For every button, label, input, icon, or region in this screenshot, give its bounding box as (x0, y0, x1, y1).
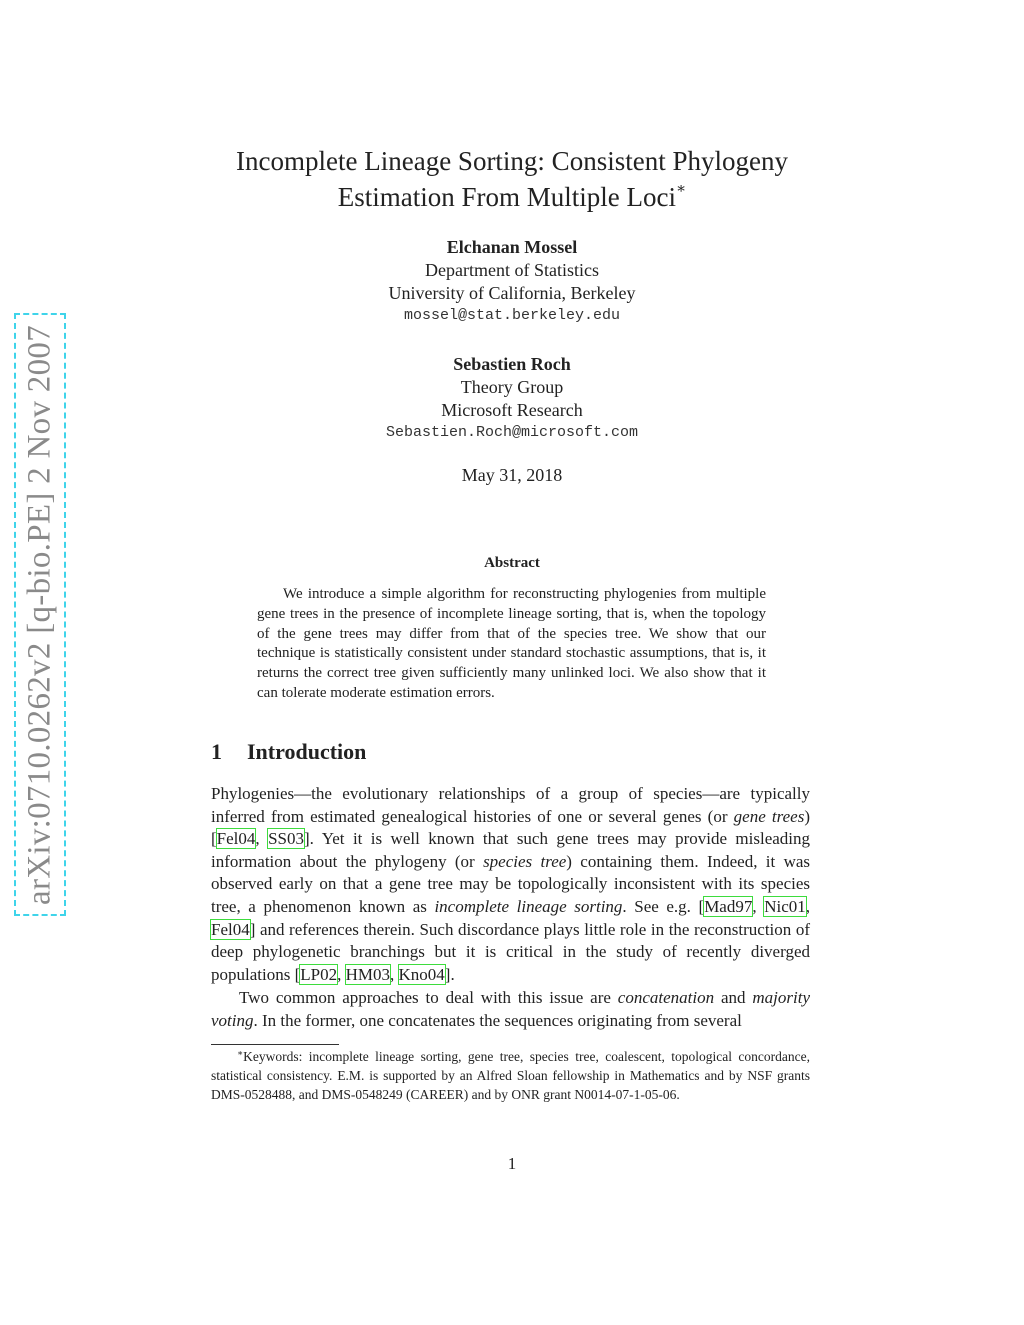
intro-paragraph-1 (211, 783, 810, 986)
author-name: Elchanan Mossel (446, 237, 578, 257)
text-run: , (752, 896, 765, 916)
paper-title (150, 143, 874, 215)
section-title: Introduction (247, 739, 367, 764)
abstract-heading: Abstract (484, 555, 540, 571)
citation-link[interactable]: Fel04 (211, 919, 250, 939)
abstract-text: We introduce a simple algorithm for reconstructing phylogenies from multiple gene trees in the presence of incomplete lineage sorting, that is, when the topology of the gene trees may differ from that of the species tree. We show that our technique is statistically consistent under standard stochastic assumptions, that is, it returns the correct tree given sufficiently many unlinked loci. We also show that it can tolerate moderate estimation errors. (257, 586, 766, 701)
text-run: ]. Yet it is well known that such gene trees may provide misleading information about the phylogeny (or (211, 829, 811, 871)
citation-link[interactable]: Kno04 (398, 964, 445, 984)
text-run: and (714, 988, 753, 1007)
arxiv-stamp-text: arXiv:0710.0262v2 [q-bio.PE] 2 Nov 2007 (21, 324, 58, 905)
footnote-mark: ∗ (237, 1048, 244, 1058)
author-affiliation: Theory Group (460, 377, 564, 397)
author-affiliation: Department of Statistics (425, 260, 599, 280)
author-block-2 (250, 352, 774, 444)
emphasis: majority voting (211, 988, 810, 1030)
section-number: 1 (211, 739, 222, 764)
section-heading (211, 737, 366, 767)
intro-paragraph-2 (211, 987, 810, 1032)
footnote-text: Keywords: incomplete lineage sorting, gene tree, species tree, coalescent, topological concordance, statistical consistency. E.M. is supported by an Alfred Sloan fellowship in Mathematics and by NSF grants DMS-0528488, and DMS-0548249 (CAREER) and by ONR grant N0014-07-1-05-06. (211, 1049, 810, 1103)
text-run: . In the former, one concatenates the sequences originating from several (253, 1010, 742, 1030)
text-run: , (390, 964, 399, 984)
footnote-rule (211, 1044, 339, 1045)
title-line-2 (150, 179, 874, 215)
citation-link[interactable]: Fel04 (216, 829, 256, 849)
citation-link[interactable]: HM03 (345, 964, 390, 984)
author-email: mossel@stat.berkeley.edu (403, 307, 621, 324)
title-footnote-mark[interactable]: ∗ (676, 181, 687, 197)
footnote (211, 1047, 810, 1105)
author-block-1 (250, 235, 774, 327)
citation-link[interactable]: Mad97 (704, 896, 753, 916)
text-run: , (805, 896, 810, 916)
emphasis: incomplete lineage sorting (434, 896, 623, 916)
citation-link[interactable]: Nic01 (764, 896, 806, 916)
paper-date: May 31, 2018 (461, 465, 563, 485)
text-run: ] and references therein. Such discordance plays little role in the reconstruction of deep phylogenetic branchings but it is critical in the study of recently diverged populations [ (211, 919, 810, 984)
text-run: , (255, 829, 269, 849)
title-line-1: Incomplete Lineage Sorting: Consistent Phylogeny (236, 146, 788, 176)
arxiv-stamp[interactable] (14, 313, 66, 916)
text-run: Phylogenies—the evolutionary relationships of a group of species—are typically inferred from estimated genealogical histories of one or several genes (or (211, 784, 810, 826)
text-run: ]. (444, 964, 455, 984)
title-line-2-text: Estimation From Multiple Loci (337, 182, 677, 212)
emphasis: gene trees (733, 806, 805, 826)
text-run: . See e.g. [ (622, 896, 705, 916)
author-affiliation: Microsoft Research (441, 400, 583, 420)
citation-link[interactable]: LP02 (300, 964, 338, 984)
author-email: Sebastien.Roch@microsoft.com (385, 424, 639, 441)
author-name: Sebastien Roch (453, 354, 571, 374)
page-number: 1 (507, 1154, 517, 1173)
text-run: ) [ (211, 806, 810, 849)
text-run: Two common approaches to deal with this issue are (239, 988, 618, 1007)
citation-link[interactable]: SS03 (268, 829, 304, 849)
emphasis: species tree (483, 851, 567, 871)
emphasis: concatenation (617, 988, 715, 1007)
text-run: ) containing them. Indeed, it was observed early on that a gene tree may be topologically inconsistent with its species tree, a phenomenon known as (211, 851, 811, 916)
text-run: , (337, 964, 346, 984)
author-affiliation: University of California, Berkeley (388, 283, 636, 303)
